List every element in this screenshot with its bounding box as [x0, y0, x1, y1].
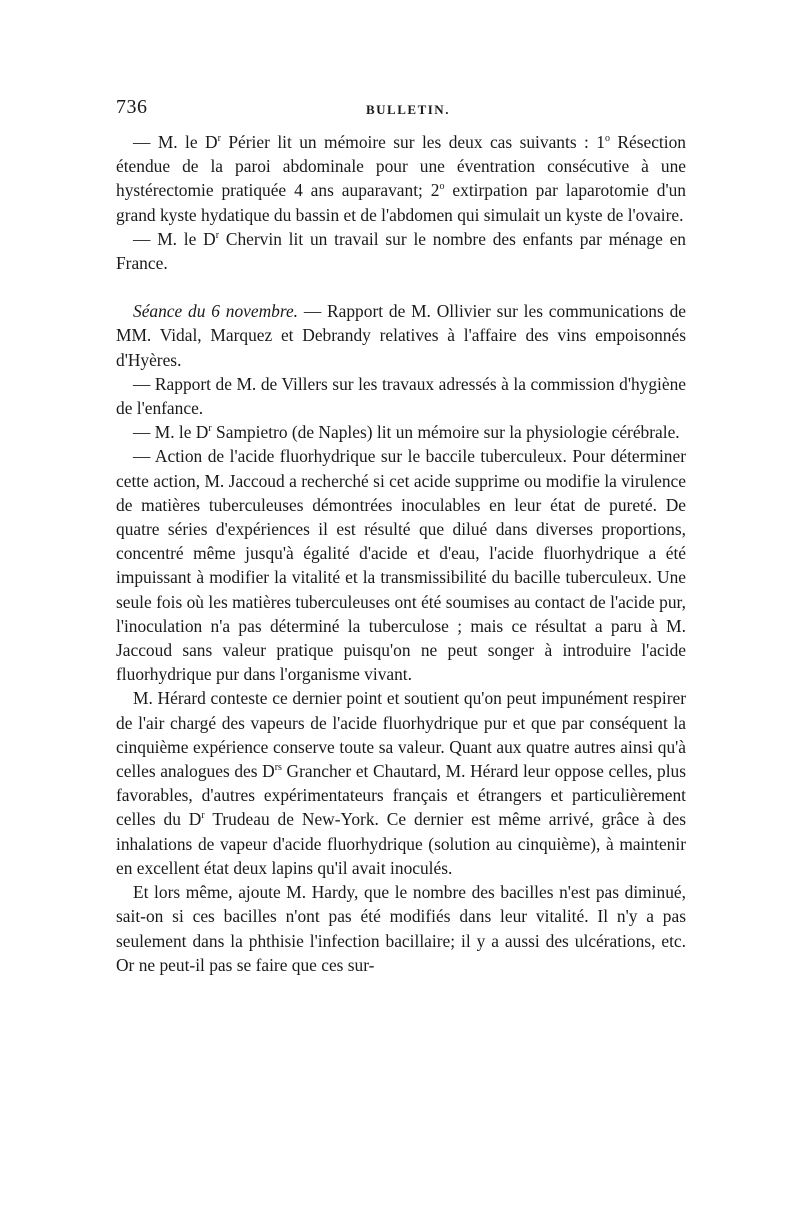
running-head [116, 96, 686, 130]
text-run: M. Hérard conteste ce dernier point et soutient qu'on peut impunément respirer de l'air chargé des vapeurs de l'acide fluorhydrique pur et que par conséquent la cinquième expérience conserve toute sa valeur. Quant aux quatre autres ainsi qu'à celles analogues des D [116, 688, 686, 782]
paragraph [116, 299, 686, 372]
body-text [116, 130, 686, 977]
italic-heading: Séance du 6 novembre. [133, 301, 299, 322]
text-run: extirpation par laparotomie d'un grand kyste hydatique du bassin et de l'abdomen qui simulait un kyste de l'ovaire. [116, 180, 686, 225]
text-run: — Action de l'acide fluorhydrique sur le baccile tuberculeux. Pour déterminer cette action, M. Jaccoud a recherché si cet acide supprime ou modifie la virulence de matières tuberculeuses démontrées inoculables en leur état de pureté. De quatre séries d'expériences il est résulté que dilué dans diverses proportions, concentré même jusqu'à égalité d'acide et d'eau, l'acide fluorhydrique a été impuissant à modifier la vitalité et la transmissibilité du bacille tuberculeux. Une seule fois où les matières tuberculeuses ont été soumises au contact de l'acide pur, l'inoculation n'a pas déterminé la tuberculose ; mais ce résultat a paru à M. Jaccoud sans valeur pratique puisqu'on ne peut songer à introduire l'acide fluorhydrique pur dans l'organisme vivant. [116, 446, 686, 685]
text-run: Trudeau de New-York. Ce dernier est même arrivé, grâce à des inhalations de vapeur d'acide fluorhydrique (solution au cinquième), à maintenir en excellent état deux lapins qu'il avait inoculés. [116, 809, 686, 878]
paragraph [116, 686, 686, 880]
paragraph [116, 372, 686, 420]
paragraph [116, 130, 686, 227]
text-run: — Rapport de M. de Villers sur les travaux adressés à la commission d'hygiène de l'enfance. [116, 373, 686, 419]
text-run: Résection étendue de la paroi abdominale pour une éventration consécutive à une hystérectomie pratiquée 4 ans auparavant; 2 [116, 132, 686, 201]
superscript: o [604, 133, 610, 145]
superscript: r [208, 423, 212, 435]
text-run: — Rapport de M. Ollivier sur les communications de MM. Vidal, Marquez et Debrandy relatives à l'affaire des vins empoisonnés d'Hyères. [116, 301, 686, 370]
superscript: r [201, 810, 205, 822]
text-run: Grancher et Chautard, M. Hérard leur oppose celles, plus favorables, d'autres expérimentateurs français et étrangers et particulièrement celles du D [116, 761, 686, 830]
text-run: Périer lit un mémoire sur les deux cas suivants : 1 [220, 132, 605, 152]
superscript: r [215, 230, 220, 242]
text-run: Chervin lit un travail sur le nombre des enfants par ménage en France. [116, 228, 687, 274]
superscript: o [439, 181, 445, 193]
paragraph [116, 444, 686, 686]
text-run: — M. le D [133, 422, 209, 443]
paragraph [116, 420, 686, 444]
superscript: r [217, 133, 221, 145]
paragraph [116, 227, 686, 275]
text-run: Sampietro (de Naples) lit un mémoire sur la physiologie cérébrale. [211, 422, 680, 443]
page [116, 96, 686, 977]
superscript: rs [274, 762, 282, 774]
page-number: 736 [116, 96, 148, 118]
text-run: — M. le D [133, 228, 216, 249]
running-title: BULLETIN. [366, 102, 450, 117]
text-run: Et lors même, ajoute M. Hardy, que le nombre des bacilles n'est pas diminué, sait-on si ces bacilles n'ont pas été modifiés dans leur vitalité. Il n'y a pas seulement dans la phthisie l'infection bacillaire; il y a aussi des ulcérations, etc. Or ne peut-il pas se faire que ces sur- [116, 882, 686, 975]
paragraph [116, 880, 686, 977]
text-run: — M. le D [133, 132, 218, 152]
